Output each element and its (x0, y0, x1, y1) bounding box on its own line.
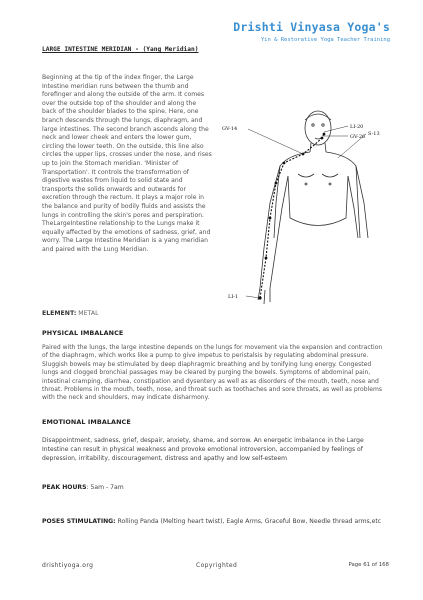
meridian-body-figure (218, 108, 390, 308)
label-gv26: GV-26 (350, 134, 366, 140)
label-li1: LI-1 (228, 294, 239, 300)
element-label: ELEMENT: (42, 310, 77, 317)
peak-hours-value: : 5am - 7am (86, 484, 124, 491)
footer-page-number: Page 61 of 168 (348, 562, 389, 568)
element-value: METAL (78, 310, 99, 317)
peak-hours-line (42, 483, 392, 492)
brand-subtitle: Yin & Restorative Yoga Teacher Training (260, 37, 390, 43)
footer-site: drishtiyoga.org (42, 562, 94, 569)
physical-imbalance-text: Paired with the lungs, the large intestine depends on the lungs for movement via the expansion and contraction of the diaphragm, which works like a pump to give impetus to peristalsis by regulating abdominal pressure. Sluggish bowels may be stimulated by deep diaphragmic breathing and by tonifying lung energy. Congested lungs and clogged bronchial passages may be cleared by purging the bowels. Symptoms of abdominal pain, intestinal cramping, diarrhea, constipation and dysentery as well as as disorders of the mouth, teeth, nose and throat. Problems in the mouth, teeth, nose, and throat such as toothaches and sore throats, as well as problems with the neck and shoulders, may indicate disharmony. (42, 344, 383, 402)
brand-title: Drishti Vinyasa Yoga's (233, 20, 390, 34)
emotional-imbalance-heading: EMOTIONAL IMBALANCE (42, 418, 131, 426)
section-title: LARGE INTESTINE MERIDIAN - (Yang Meridian) (42, 46, 199, 53)
element-line (42, 310, 99, 317)
poses-value: Rolling Panda (Melting heart twist), Eagle Arms, Graceful Bow, Needle thread arms,etc (115, 518, 382, 525)
poses-label: POSES STIMULATING: (42, 518, 116, 525)
intro-paragraph: Beginning at the tip of the index finger, the Large Intestine meridian runs between the thumb and forefinger and along the outside of the arm. It comes over the outside top of the shoulder and along the back of the shoulder blades to the spine. Here, one branch descends through the lungs, diaphragm, and large intestines. The second branch ascends along the neck and lower cheek and enters the lower gum, circling the lower teeth. On the outside, this line also circles the upper lips, crosses under the nose, and rises up to join the Stomach meridian. 'Minister of Transportation'. It controls the transformation of digestive wastes from liquid to solid state and transports the solids onwards and outwards for excretion through the rectum. It plays a major role in the balance and purity of bodily fluids and assists the lungs in controlling the skin's pores and perspiration. TheLargeIntestine relationship to the Lungs make it equally affected by the emotions of sadness, grief, and worry. The Large Intestine Meridian is a yang meridian and paired with the Lung Meridian. (42, 74, 212, 253)
label-gv14: GV-14 (222, 126, 238, 132)
footer-copyright: Copyrighted (196, 562, 238, 569)
label-st13: S-13 (368, 131, 380, 137)
emotional-imbalance-text: Disappointment, sadness, grief, despair, anxiety, shame, and sorrow. An energetic imbalance in the Large Intestine can result in physical weakness and provoke emotional introversion, accompanied by feelings of depression, irritability, discouragement, distress and apathy and low self-esteem (42, 437, 364, 463)
poses-line (42, 517, 392, 526)
peak-hours-label: PEAK HOURS (42, 484, 87, 491)
label-li20: LI-20 (350, 124, 364, 130)
physical-imbalance-heading: PHYSICAL IMBALANCE (42, 329, 124, 337)
brand-header (190, 20, 390, 43)
